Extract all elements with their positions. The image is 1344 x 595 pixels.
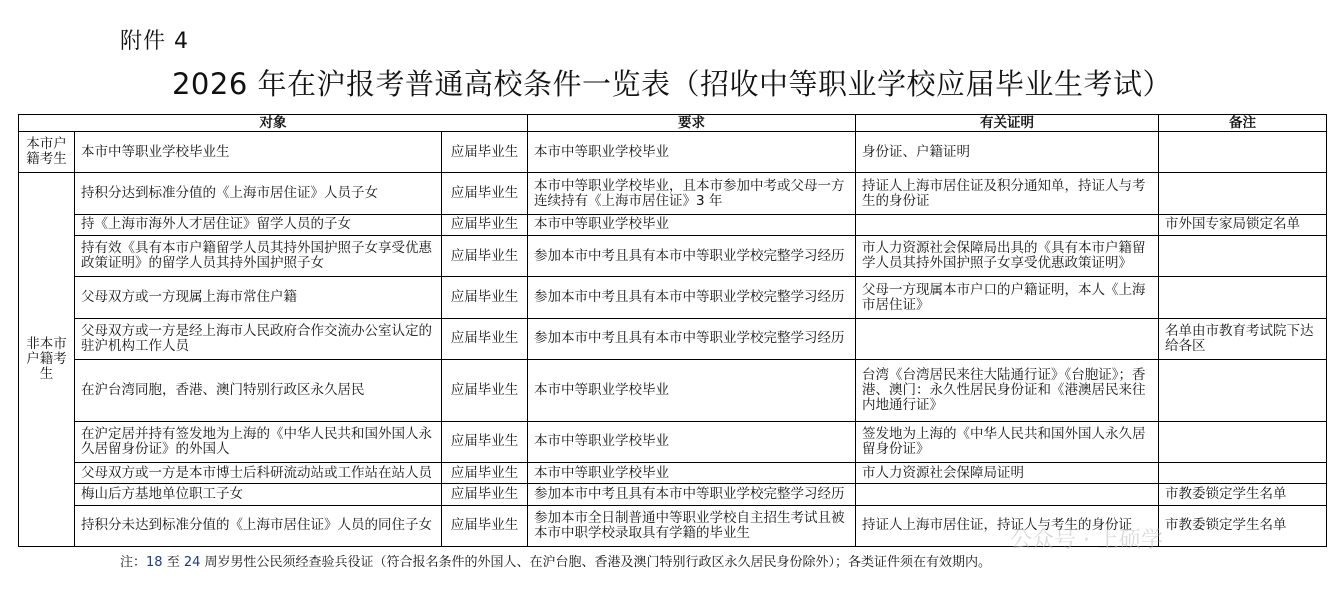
cell-object: 持积分达到标准分值的《上海市居住证》人员子女 xyxy=(75,173,442,214)
cell-object: 持积分未达到标准分值的《上海市居住证》人员的同住子女 xyxy=(75,505,442,546)
table-row xyxy=(19,505,1327,546)
watermark: 公众号 · 上硕学 xyxy=(1010,528,1163,553)
cell-proof: 台湾《台湾居民来往大陆通行证》《台胞证》；香港、澳门：永久性居民身份证和《港澳居民来往内地通行证》 xyxy=(856,360,1159,421)
cell-object: 持有效《具有本市户籍留学人员其持外国护照子女享受优惠政策证明》的留学人员其持外国护照子女 xyxy=(75,236,442,277)
cell-proof: 签发地为上海的《中华人民共和国外国人永久居留身份证》 xyxy=(856,421,1159,462)
cell-proof: 持证人上海市居住证，持证人与考生的身份证 xyxy=(856,505,1159,546)
table-header-row xyxy=(19,115,1327,132)
cell-requirement: 本市中等职业学校毕业 xyxy=(528,214,856,235)
cell-object: 父母双方或一方是经上海市人民政府合作交流办公室认定的驻沪机构工作人员 xyxy=(75,318,442,359)
cell-remark: 市外国专家局锁定名单 xyxy=(1159,214,1327,235)
footnote-age-to: 24 xyxy=(183,555,201,570)
cell-requirement: 本市中等职业学校毕业 xyxy=(528,421,856,462)
cell-requirement: 参加本市中考且具有本市中等职业学校完整学习经历 xyxy=(528,236,856,277)
cell-proof: 持证人上海市居住证及积分通知单，持证人与考生的身份证 xyxy=(856,173,1159,214)
cell-requirement: 参加本市全日制普通中等职业学校自主招生考试且被本市中职学校录取具有学籍的毕业生 xyxy=(528,505,856,546)
category-local: 本市户籍考生 xyxy=(19,132,75,173)
cell-status: 应届毕业生 xyxy=(442,214,528,235)
table-row xyxy=(19,236,1327,277)
cell-remark xyxy=(1159,360,1327,421)
footnote-age-from: 18 xyxy=(146,555,163,570)
cell-requirement: 参加本市中考且具有本市中等职业学校完整学习经历 xyxy=(528,484,856,505)
cell-object: 父母双方或一方是本市博士后科研流动站或工作站在站人员 xyxy=(75,462,442,483)
footnote xyxy=(120,551,991,570)
cell-requirement: 本市中等职业学校毕业 xyxy=(528,360,856,421)
cell-status: 应届毕业生 xyxy=(442,318,528,359)
cell-proof xyxy=(856,318,1159,359)
cell-remark: 名单由市教育考试院下达给各区 xyxy=(1159,318,1327,359)
cell-object: 在沪台湾同胞，香港、澳门特别行政区永久居民 xyxy=(75,360,442,421)
table-row xyxy=(19,173,1327,214)
cell-object: 梅山后方基地单位职工子女 xyxy=(75,484,442,505)
cell-status: 应届毕业生 xyxy=(442,132,528,173)
table-row xyxy=(19,462,1327,483)
cell-remark xyxy=(1159,277,1327,318)
table-row xyxy=(19,214,1327,235)
cell-requirement: 参加本市中考且具有本市中等职业学校完整学习经历 xyxy=(528,277,856,318)
column-header-proof: 有关证明 xyxy=(856,115,1159,132)
cell-proof: 市人力资源社会保障局证明 xyxy=(856,462,1159,483)
table-row xyxy=(19,277,1327,318)
cell-object: 持《上海市海外人才居住证》留学人员的子女 xyxy=(75,214,442,235)
cell-proof: 市人力资源社会保障局出具的《具有本市户籍留学人员其持外国护照子女享受优惠政策证明》 xyxy=(856,236,1159,277)
cell-remark xyxy=(1159,421,1327,462)
cell-proof: 父母一方现属本市户口的户籍证明，本人《上海市居住证》 xyxy=(856,277,1159,318)
cell-status: 应届毕业生 xyxy=(442,462,528,483)
table-row xyxy=(19,484,1327,505)
attachment-label: 附件 4 xyxy=(120,29,189,54)
column-header-requirement: 要求 xyxy=(528,115,856,132)
cell-status: 应届毕业生 xyxy=(442,360,528,421)
category-nonlocal: 非本市户籍考生 xyxy=(19,173,75,547)
conditions-table xyxy=(18,114,1327,547)
cell-proof xyxy=(856,484,1159,505)
cell-remark: 市教委锁定学生名单 xyxy=(1159,505,1327,546)
cell-object: 父母双方或一方现属上海市常住户籍 xyxy=(75,277,442,318)
cell-proof xyxy=(856,214,1159,235)
document-title: 2026 年在沪报考普通高校条件一览表（招收中等职业学校应届毕业生考试） xyxy=(171,67,1173,101)
cell-remark: 市教委锁定学生名单 xyxy=(1159,484,1327,505)
cell-remark xyxy=(1159,132,1327,173)
cell-status: 应届毕业生 xyxy=(442,505,528,546)
footnote-text: 周岁男性公民须经查验兵役证（符合报名条件的外国人、在沪台胞、香港及澳门特别行政区永久居民身份除外）；各类证件须在有效期内。 xyxy=(200,555,992,570)
footnote-prefix: 注： xyxy=(120,555,147,570)
column-header-remark: 备注 xyxy=(1159,115,1327,132)
cell-status: 应届毕业生 xyxy=(442,173,528,214)
cell-remark xyxy=(1159,462,1327,483)
column-header-object: 对象 xyxy=(19,115,528,132)
cell-status: 应届毕业生 xyxy=(442,277,528,318)
cell-remark xyxy=(1159,236,1327,277)
cell-remark xyxy=(1159,173,1327,214)
cell-status: 应届毕业生 xyxy=(442,421,528,462)
table-row xyxy=(19,360,1327,421)
table-row xyxy=(19,421,1327,462)
cell-requirement: 本市中等职业学校毕业，且本市参加中考或父母一方连续持有《上海市居住证》3 年 xyxy=(528,173,856,214)
cell-requirement: 参加本市中考且具有本市中等职业学校完整学习经历 xyxy=(528,318,856,359)
cell-proof: 身份证、户籍证明 xyxy=(856,132,1159,173)
footnote-mid: 至 xyxy=(162,555,184,570)
cell-requirement: 本市中等职业学校毕业 xyxy=(528,462,856,483)
cell-status: 应届毕业生 xyxy=(442,484,528,505)
cell-object: 本市中等职业学校毕业生 xyxy=(75,132,442,173)
table-row xyxy=(19,132,1327,173)
cell-status: 应届毕业生 xyxy=(442,236,528,277)
table-row xyxy=(19,318,1327,359)
cell-object: 在沪定居并持有签发地为上海的《中华人民共和国外国人永久居留身份证》的外国人 xyxy=(75,421,442,462)
cell-requirement: 本市中等职业学校毕业 xyxy=(528,132,856,173)
